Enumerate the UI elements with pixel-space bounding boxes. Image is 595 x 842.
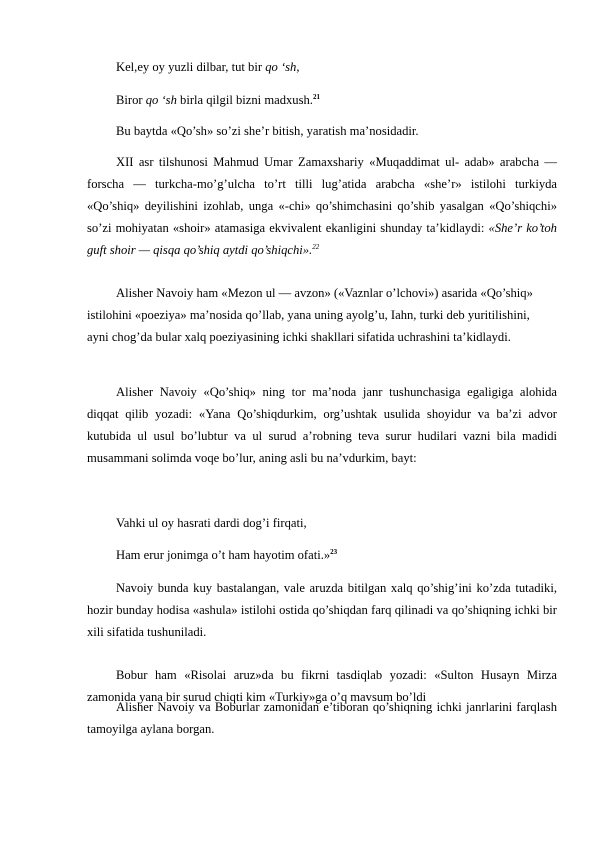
- verse-line-2-text-c: birla qilgil bizni madxush.: [176, 93, 313, 107]
- paragraph-11: Alisher Navoiy va Boburlar zamonidan e’tiboran qo’shiqning ichki janrlarini farqlash tamoyilga aylana borgan.: [87, 700, 557, 736]
- paragraph-5: Alisher Navoiy ham «Mezon ul — avzon» («Vaznlar o’lchovi») asarida «Qo’shiq» istilohini «poeziya» ma’nosida qo’llab, yana uning ayolg’u, Iahn, turki deb yuritilishini, ayni chog’da bular xalq poeziyasining ichki shakllari sifatida uchrashini ta’kidlaydi.: [87, 286, 533, 344]
- verse-line-1: [87, 56, 557, 78]
- verse-line-2-italic: qo ‘sh: [145, 93, 177, 107]
- verse-line-3: Vahki ul oy hasrati dardi dog’i firqati,: [116, 516, 307, 530]
- footnote-ref-23[interactable]: 23: [330, 547, 338, 556]
- paragraph-6: Alisher Navoiy «Qo’shiq» ning tor ma’noda janr tushunchasiga egaligiga alohida diqqat qilib yozadi: «Yana Qo’shiqdurkim, org’ushtak usulida shoyidur va ba’zi advor kutubida ul usul bo’lubtur va ul surud a’robning teva surur hudilari vazni bila madidi musammani solimda voqe bo’lur, aning asli bu na’vdurkim, bayt:: [87, 385, 557, 465]
- paragraph-4-text: XII asr tilshunosi Mahmud Umar Zamaxshariy «Muqaddimat ul- adab» arabcha — forscha — turkcha-mo’g’ulcha to’rt tilli lug’atida arabcha «she’r» istilohi turkiyda «Qo’shiq» deyilishini izohlab, unga «-chi» qo’shimchasini qo’shib yasalgan «Qo’shiqchi» so’zi mohiyatan «shoir» atamasiga ekvivalent ekanligini shunday ta’kidlaydi:: [87, 155, 557, 235]
- paragraph-10: Bobur ham «Risolai aruz»da bu fikrni tasdiqlab yozadi: «Sulton Husayn Mirza zamonida yana bir surud chiqti kim «Turkiy»ga o’q mavsum bo’ldi: [87, 668, 557, 704]
- paragraph-3: Bu baytda «Qo’sh» so’zi she’r bitish, yaratish ma’nosidadir.: [116, 124, 419, 138]
- verse-line-2: [87, 89, 557, 111]
- verse-line-4: [87, 544, 557, 566]
- verse-line-1-text: Kel,ey oy yuzli dilbar, tut bir: [116, 60, 266, 74]
- footnote-ref-22[interactable]: 22: [312, 242, 320, 251]
- footnote-ref-21[interactable]: 21: [312, 92, 320, 101]
- paragraph-4-quote: «She’r ko’toh guft shoir — qisqa qo’shiq aytdi qo’shiqchi».: [87, 221, 557, 257]
- verse-line-2-text-a: Biror: [116, 93, 146, 107]
- verse-line-4-text: Ham erur jonimga o’t ham hayotim ofati.»: [116, 548, 331, 562]
- paragraph-9: Navoiy bunda kuy bastalangan, vale aruzda bitilgan xalq qo’shig’ini ko’zda tutadiki, hozir bunday hodisa «ashula» istilohi ostida qo’shiqdan farq qilinadi va qo’shiqning ichki bir xili sifatida tushuniladi.: [87, 581, 557, 639]
- paragraph-4: [87, 151, 557, 261]
- verse-line-1-italic: qo ‘sh,: [265, 60, 300, 74]
